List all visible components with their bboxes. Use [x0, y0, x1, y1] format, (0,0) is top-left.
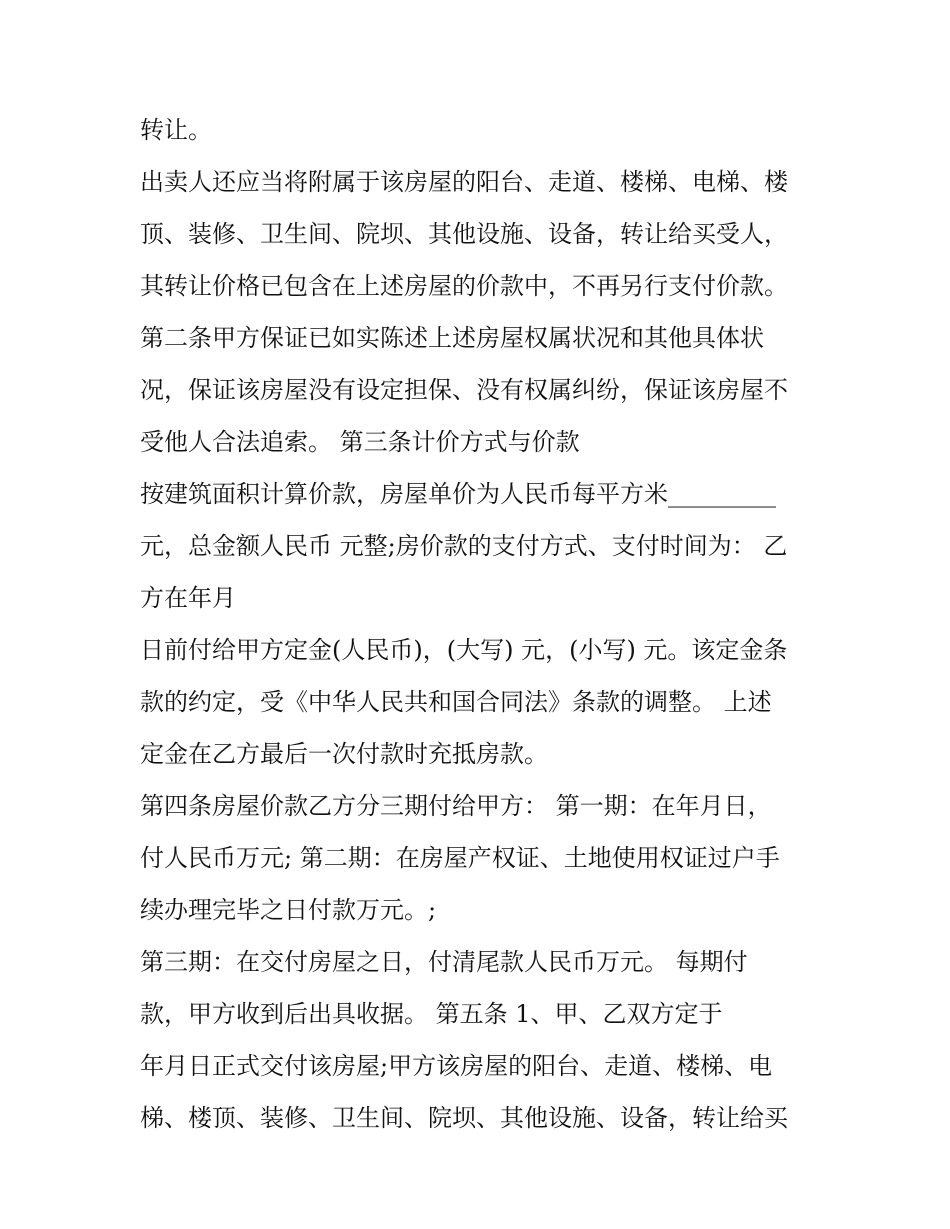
text-line: 第三期：在交付房屋之日，付清尾款人民币万元。 每期付	[140, 948, 748, 976]
text-line: 日前付给甲方定金(人民币)，(大写) 元，(小写) 元。该定金条	[140, 636, 788, 664]
text-line: 按建筑面积计算价款，房屋单价为人民币每平方米_________	[140, 480, 776, 508]
text-line: 方在年月	[140, 584, 236, 612]
text-line: 出卖人还应当将附属于该房屋的阳台、走道、楼梯、电梯、楼	[140, 168, 788, 196]
text-line: 续办理完毕之日付款万元。;	[140, 896, 437, 924]
text-line: 第四条房屋价款乙方分三期付给甲方： 第一期：在年月日，	[140, 792, 772, 820]
text-line: 年月日正式交付该房屋;甲方该房屋的阳台、走道、楼梯、电	[140, 1052, 773, 1080]
text-line: 款的约定，受《中华人民共和国合同法》条款的调整。 上述	[140, 688, 772, 716]
text-line: 顶、装修、卫生间、院坝、其他设施、设备，转让给买受人，	[140, 220, 788, 248]
text-line: 转让。	[140, 116, 212, 144]
text-line: 付人民币万元; 第二期：在房屋产权证、土地使用权证过户手	[140, 844, 780, 872]
text-line: 其转让价格已包含在上述房屋的价款中，不再另行支付价款。	[140, 272, 788, 300]
text-line: 元，总金额人民币 元整;房价款的支付方式、支付时间为： 乙	[140, 532, 788, 560]
text-line: 第二条甲方保证已如实陈述上述房屋权属状况和其他具体状	[140, 324, 764, 352]
text-line: 受他人合法追索。 第三条计价方式与价款	[140, 428, 580, 456]
text-line: 梯、楼顶、装修、卫生间、院坝、其他设施、设备，转让给买	[140, 1104, 788, 1132]
text-line: 款，甲方收到后出具收据。 第五条 1、甲、乙双方定于	[140, 1000, 723, 1028]
text-line: 定金在乙方最后一次付款时充抵房款。	[140, 740, 548, 768]
text-line: 况，保证该房屋没有设定担保、没有权属纠纷，保证该房屋不	[140, 376, 788, 404]
document-body	[140, 108, 830, 1148]
